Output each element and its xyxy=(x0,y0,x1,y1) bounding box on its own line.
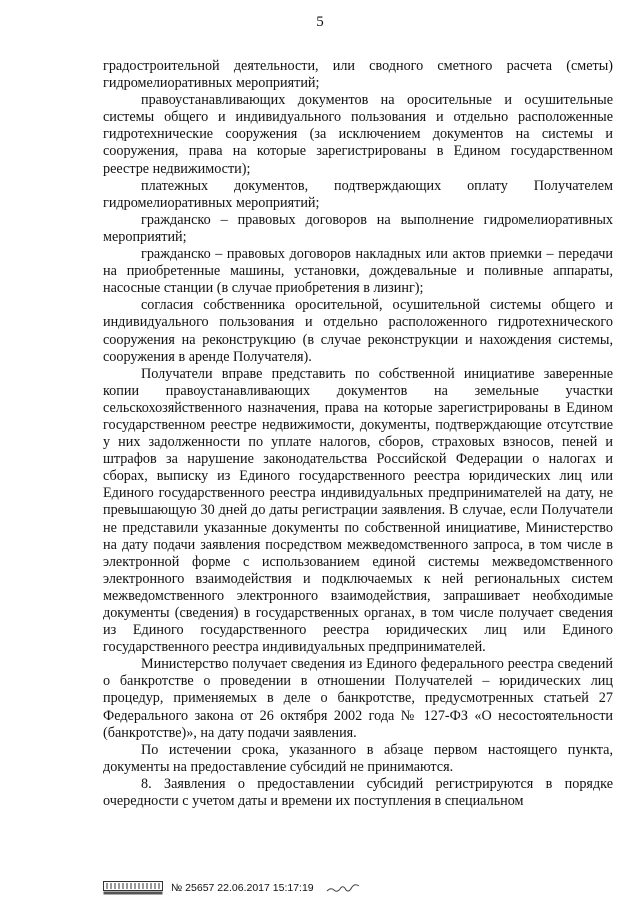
paragraph-5: гражданско – правовых договоров накладных или актов приемки – передачи на приобретенные машины, установки, дождевальные и поливные аппараты, насосные станции (в случае приобретения в лизинг); xyxy=(103,246,613,297)
paragraph-6: согласия собственника оросительной, осушительной системы общего и индивидуального пользования и отдельно расположенного гидротехнического сооружения на реконструкцию (в случае реконструкции и нахождения системы, сооружения в аренде Получателя). xyxy=(103,297,613,365)
registry-logo-icon xyxy=(103,880,163,896)
paragraph-4: гражданско – правовых договоров на выполнение гидромелиоративных мероприятий; xyxy=(103,211,613,245)
paragraph-3: платежных документов, подтверждающих оплату Получателем гидромелиоративных мероприятий; xyxy=(103,177,613,211)
page-number: 5 xyxy=(316,14,324,30)
document-footer xyxy=(103,879,360,897)
registration-stamp: № 25657 22.06.2017 15:17:19 xyxy=(171,882,314,894)
handwritten-signature xyxy=(326,881,360,895)
paragraph-10: 8. Заявления о предоставлении субсидий регистрируются в порядке очередности с учетом даты и времени их поступления в специальном xyxy=(103,775,613,810)
paragraph-2: правоустанавливающих документов на оросительные и осушительные системы общего и индивидуального пользования и отдельно расположенные гидротехнические сооружения (за исключением документов на системы и сооружения, права на которые зарегистрированы в Едином государственном реестре недвижимости); xyxy=(103,92,613,177)
paragraph-7: Получатели вправе представить по собственной инициативе заверенные копии правоустанавливающих документов на земельные участки сельскохозяйственного назначения, права на которые зарегистрированы в Едином государственном реестре недвижимости, документы, подтверждающие отсутствие у них задолженности по уплате налогов, сборов, страховых взносов, пеней и штрафов за нарушение законодательства Российской Федерации о налогах и сборах, выписку из Единого государственного реестра юридических лиц или Единого государственного реестра индивидуальных предпринимателей на дату, не превышающую 30 дней до даты регистрации заявления. В случае, если Получатели не представили указанные документы по собственной инициативе, Министерство на дату подачи заявления посредством межведомственного запроса, в том числе в электронной форме с использованием единой системы межведомственного электронного взаимодействия и подключаемых к ней региональных систем межведомственного электронного взаимодействия, запрашивает необходимые документы (сведения) в государственных органах, в том числе получает сведения из Единого государственного реестра юридических лиц или Единого государственного реестра индивидуальных предпринимателей. xyxy=(103,365,613,656)
document-body xyxy=(103,58,613,810)
paragraph-8: Министерство получает сведения из Единого федерального реестра сведений о банкротстве о проведении в отношении Получателей – юридических лиц процедур, применяемых в деле о банкротстве, предусмотренных статьей 27 Федерального закона от 26 октября 2002 года № 127-ФЗ «О несостоятельности (банкротстве)», на дату подачи заявления. xyxy=(103,656,613,741)
paragraph-9: По истечении срока, указанного в абзаце первом настоящего пункта, документы на предоставление субсидий не принимаются. xyxy=(103,741,613,775)
paragraph-1: градостроительной деятельности, или сводного сметного расчета (сметы) гидромелиоративных мероприятий; xyxy=(103,58,613,92)
